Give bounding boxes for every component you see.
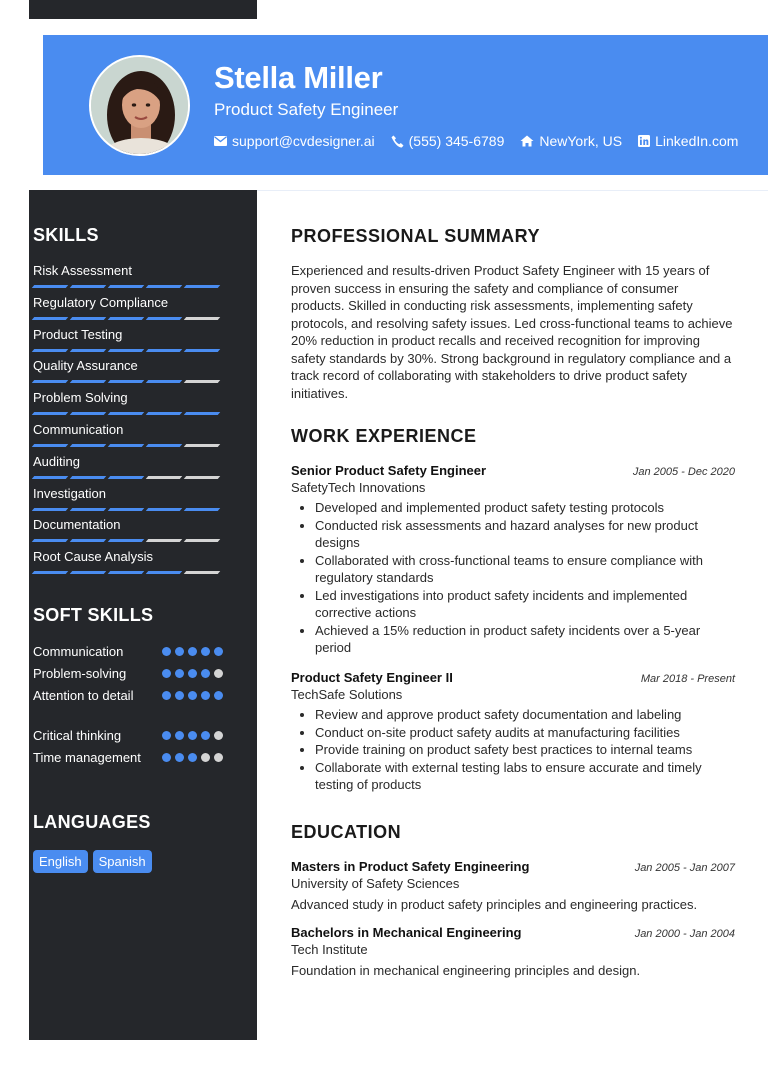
soft-skill-name: Communication [33, 644, 124, 659]
skill-level-segment [184, 349, 221, 352]
skill-level-bar [33, 349, 223, 352]
skill-level-segment [108, 285, 145, 288]
soft-skill-name: Attention to detail [33, 688, 134, 703]
skill-level-segment [108, 476, 145, 479]
soft-skill-item [33, 687, 223, 705]
skill-level-segment [184, 380, 221, 383]
rating-dot [162, 691, 171, 700]
job-dates: Jan 2005 - Dec 2020 [632, 466, 735, 478]
skill-level-segment [146, 444, 183, 447]
skill-level-segment [32, 317, 69, 320]
skill-level-segment [146, 412, 183, 415]
skill-name: Auditing [33, 453, 80, 469]
skill-name: Communication [33, 422, 124, 437]
soft-skill-rating [158, 647, 223, 661]
company-name: SafetyTech Innovations [291, 480, 426, 495]
rating-dot [188, 731, 197, 740]
candidate-title: Product Safety Engineer [214, 100, 399, 119]
rating-dot [214, 731, 223, 740]
skill-level-segment [70, 539, 107, 542]
rating-dot [188, 669, 197, 678]
soft-skill-item [33, 665, 223, 683]
job-entry [291, 670, 735, 794]
rating-dot [201, 691, 210, 700]
skill-level-bar [33, 380, 223, 383]
education-dates: Jan 2005 - Jan 2007 [634, 862, 735, 874]
skill-level-segment [32, 571, 69, 574]
skill-level-segment [184, 412, 221, 415]
rating-dot [188, 753, 197, 762]
skill-level-segment [146, 380, 183, 383]
contact-bar [214, 133, 754, 149]
skill-level-segment [70, 508, 107, 511]
skill-level-segment [184, 285, 221, 288]
skill-level-segment [32, 285, 69, 288]
bullet-item: • Collaborated with cross-functional teams to ensure compliance with regulatory standards [315, 552, 735, 587]
skill-level-segment [184, 317, 221, 320]
rating-dot [175, 753, 184, 762]
bullet-item: • Led investigations into product safety incidents and implemented corrective actions [315, 587, 735, 622]
rating-dot [201, 647, 210, 656]
bullet-item: • Conducted risk assessments and hazard analyses for new product designs [315, 517, 735, 552]
skill-level-segment [146, 476, 183, 479]
bullet-item: • Developed and implemented product safety testing protocols [315, 499, 735, 517]
soft-skill-name: Critical thinking [33, 728, 122, 743]
skill-level-bar [33, 571, 223, 574]
school-name: Tech Institute [291, 942, 368, 957]
envelope-icon [214, 136, 227, 146]
skill-name: Quality Assurance [33, 358, 138, 374]
school-name: University of Safety Sciences [291, 876, 460, 891]
rating-dot [175, 691, 184, 700]
languages-heading: LANGUAGES [33, 812, 151, 832]
skill-item [33, 486, 223, 511]
candidate-name: Stella Miller [214, 60, 383, 95]
rating-dot [214, 753, 223, 762]
soft-skill-item [33, 727, 223, 745]
soft-skill-rating [158, 731, 223, 745]
summary-text: Experienced and results-driven Product Safety Engineer with 15 years of proven success in ensuring the safety and compliance of consumer products. Skilled in conducting risk assessments, implementing safety protocols, and resolving safety issues. Led cross-functional teams to achieve 20% reduction in product recalls and received recognition for improving safety standards by 30%. Strong background in regulatory compliance and a track record of collaborating with stakeholders to drive product safety initiatives. [291, 263, 733, 401]
skill-level-segment [70, 380, 107, 383]
education-dates: Jan 2000 - Jan 2004 [634, 928, 735, 940]
skill-item [33, 327, 223, 352]
skill-item [33, 263, 223, 288]
skill-level-segment [108, 349, 145, 352]
skill-name: Investigation [33, 485, 106, 501]
skill-level-bar [33, 412, 223, 415]
rating-dot [162, 669, 171, 678]
skill-level-segment [70, 317, 107, 320]
degree-title: Bachelors in Mechanical Engineering [291, 925, 522, 940]
rating-dot [162, 731, 171, 740]
skill-level-segment [70, 476, 107, 479]
rating-dot [162, 647, 171, 656]
phone-icon [391, 135, 404, 148]
skill-level-segment [146, 349, 183, 352]
soft-skill-name: Time management [33, 750, 141, 765]
skill-level-bar [33, 444, 223, 447]
company-name: TechSafe Solutions [291, 687, 403, 702]
job-dates: Mar 2018 - Present [640, 673, 735, 685]
soft-skill-rating [158, 669, 223, 683]
education-entry [291, 925, 735, 978]
skill-item [33, 390, 223, 415]
skill-level-bar [33, 539, 223, 542]
skill-item [33, 422, 223, 447]
rating-dot [201, 753, 210, 762]
skill-level-segment [32, 444, 69, 447]
language-badge: Spanish [93, 850, 152, 873]
skill-item [33, 295, 223, 320]
degree-title: Masters in Product Safety Engineering [291, 859, 530, 874]
bullet-item: • Collaborate with external testing labs to ensure accurate and timely testing of products [315, 759, 735, 794]
profile-photo [91, 57, 190, 156]
bullet-item: • Conduct on-site product safety audits at manufacturing facilities [315, 724, 735, 742]
skill-level-bar [33, 508, 223, 511]
skill-name: Documentation [33, 517, 121, 533]
rating-dot [214, 691, 223, 700]
education-heading: EDUCATION [291, 822, 402, 842]
skill-level-segment [184, 444, 221, 447]
rating-dot [188, 691, 197, 700]
linkedin-text: LinkedIn.com [655, 133, 739, 149]
contact-location [520, 133, 622, 149]
education-description: Foundation in mechanical engineering principles and design. [291, 963, 641, 978]
skill-level-segment [70, 571, 107, 574]
rating-dot [175, 647, 184, 656]
rating-dot [188, 647, 197, 656]
skill-level-segment [70, 285, 107, 288]
skill-level-segment [146, 317, 183, 320]
skill-level-segment [146, 508, 183, 511]
skill-level-segment [70, 444, 107, 447]
email-text: support@cvdesigner.ai [232, 133, 375, 149]
skill-level-segment [184, 539, 221, 542]
skill-item [33, 549, 223, 574]
skill-level-segment [146, 285, 183, 288]
skill-level-bar [33, 476, 223, 479]
skill-level-segment [70, 412, 107, 415]
phone-text: (555) 345-6789 [408, 133, 505, 149]
job-bullets [291, 706, 735, 794]
contact-phone[interactable] [391, 133, 505, 149]
skill-level-segment [32, 412, 69, 415]
skill-level-bar [33, 317, 223, 320]
bullet-item: • Provide training on product safety best practices to internal teams [315, 741, 735, 759]
rating-dot [214, 647, 223, 656]
rating-dot [162, 753, 171, 762]
skill-name: Regulatory Compliance [33, 294, 169, 310]
soft-skill-item [33, 643, 223, 661]
skill-level-segment [184, 476, 221, 479]
skill-level-segment [32, 380, 69, 383]
experience-heading: WORK EXPERIENCE [291, 426, 477, 446]
skills-heading: SKILLS [33, 225, 99, 245]
education-description: Advanced study in product safety principles and engineering practices. [291, 897, 698, 912]
skill-name: Root Cause Analysis [33, 549, 153, 565]
skill-name: Problem Solving [33, 390, 128, 406]
soft-skill-item [33, 749, 223, 767]
avatar [89, 55, 190, 156]
divider [257, 190, 768, 191]
rating-dot [214, 669, 223, 678]
skill-name: Product Testing [33, 326, 123, 342]
bullet-item: • Achieved a 15% reduction in product safety incidents over a 5-year period [315, 622, 735, 657]
skill-level-segment [108, 412, 145, 415]
rating-dot [201, 731, 210, 740]
skill-level-segment [146, 539, 183, 542]
rating-dot [201, 669, 210, 678]
job-title: Product Safety Engineer II [291, 670, 453, 685]
rating-dot [175, 731, 184, 740]
skill-level-segment [108, 571, 145, 574]
languages-list [33, 850, 157, 873]
skill-level-segment [32, 508, 69, 511]
soft-skill-rating [158, 691, 223, 705]
rating-dot [175, 669, 184, 678]
skill-item [33, 454, 223, 479]
job-entry [291, 463, 735, 657]
summary-heading: PROFESSIONAL SUMMARY [291, 226, 541, 246]
education-entry [291, 859, 735, 912]
skill-level-segment [146, 571, 183, 574]
contact-email[interactable] [214, 133, 375, 149]
skill-level-bar [33, 285, 223, 288]
soft-skills-heading: SOFT SKILLS [33, 605, 154, 625]
job-title: Senior Product Safety Engineer [291, 463, 487, 478]
skill-level-segment [184, 508, 221, 511]
skill-level-segment [32, 349, 69, 352]
skill-item [33, 358, 223, 383]
linkedin-icon [638, 135, 650, 147]
skill-level-segment [108, 317, 145, 320]
skill-level-segment [32, 539, 69, 542]
language-badge: English [33, 850, 88, 873]
skill-level-segment [70, 349, 107, 352]
skill-level-segment [108, 444, 145, 447]
skill-level-segment [32, 476, 69, 479]
skill-name: Risk Assessment [33, 263, 132, 278]
soft-skill-name: Problem-solving [33, 666, 127, 681]
job-bullets [291, 499, 735, 657]
home-icon [520, 135, 534, 147]
skill-level-segment [108, 508, 145, 511]
contact-linkedin[interactable] [638, 133, 738, 149]
bullet-item: • Review and approve product safety documentation and labeling [315, 706, 735, 724]
skill-level-segment [108, 380, 145, 383]
skill-level-segment [108, 539, 145, 542]
soft-skill-rating [158, 753, 223, 767]
skill-level-segment [184, 571, 221, 574]
location-text: NewYork, US [539, 133, 623, 149]
skill-item [33, 517, 223, 542]
